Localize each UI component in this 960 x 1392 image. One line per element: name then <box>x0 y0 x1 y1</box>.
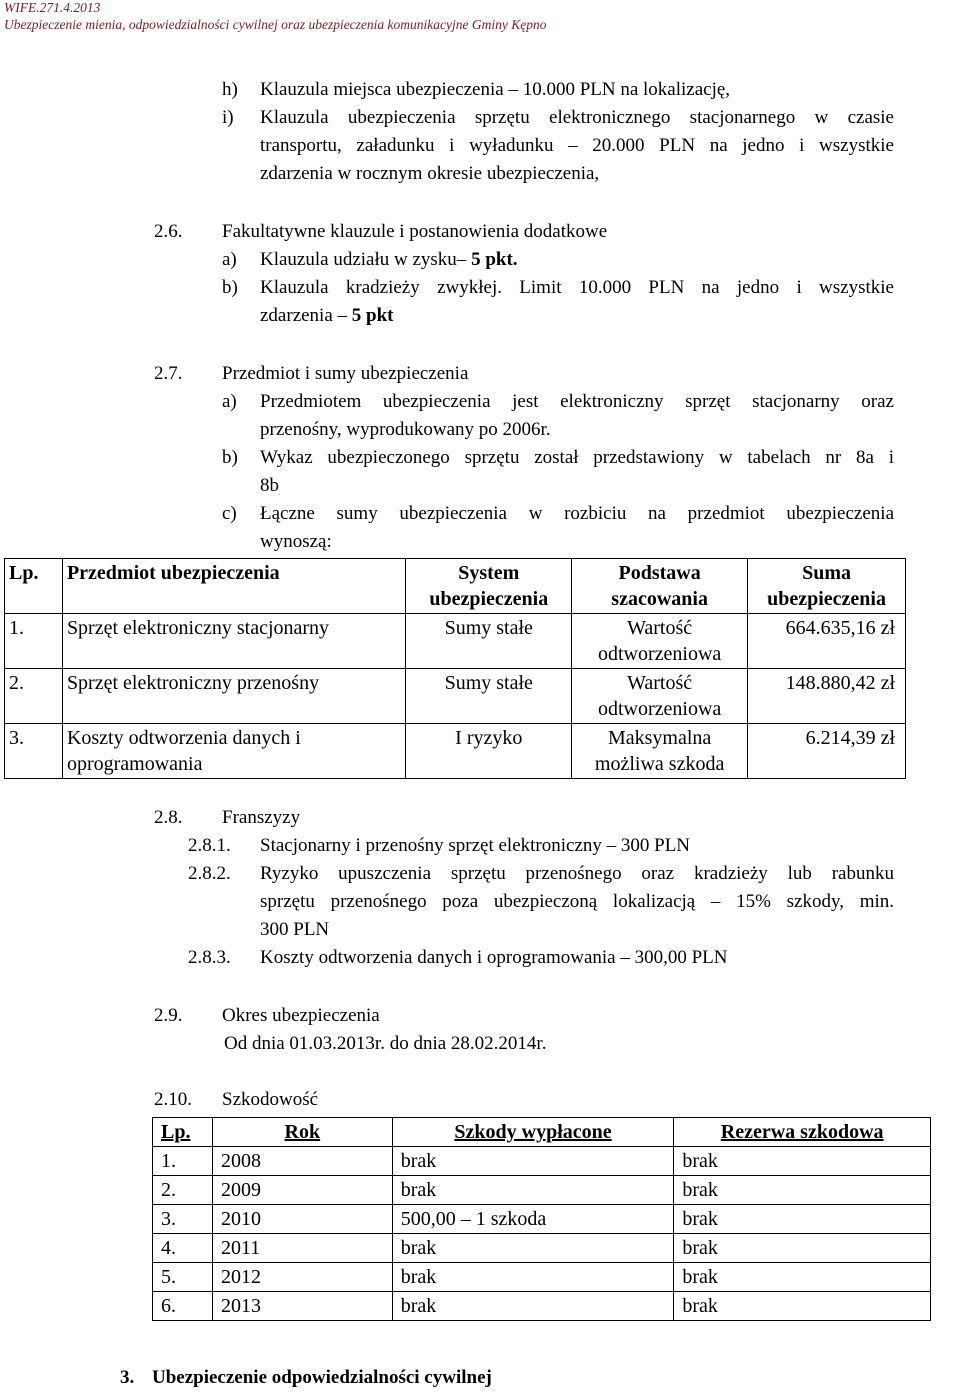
document-ref: WIFE.271.4.2013 <box>4 0 101 15</box>
header-sum: Suma ubezpieczenia <box>748 559 906 614</box>
s28-2-line3: 300 PLN <box>260 919 330 940</box>
sums-insured-table <box>4 558 906 779</box>
cell-claims-paid: brak <box>392 1263 674 1292</box>
s28-2-line2: sprzętu przenośnego poza ubezpieczoną lokalizacją – 15% szkody, min. <box>260 891 894 912</box>
cell-year: 2013 <box>212 1292 392 1321</box>
section-2-7-number: 2.7. <box>154 363 183 384</box>
cell-subject: Sprzęt elektroniczny stacjonarny <box>62 614 405 669</box>
s28-3-number: 2.8.3. <box>188 947 231 968</box>
section-2-9-number: 2.9. <box>154 1005 183 1026</box>
cell-lp: 1. <box>5 614 63 669</box>
s28-3-text: Koszty odtworzenia danych i oprogramowania – 300,00 PLN <box>260 947 728 968</box>
cell-lp: 2. <box>5 669 63 724</box>
table-row <box>153 1176 931 1205</box>
s27-b-label: b) <box>222 447 238 468</box>
item-i-line3: zdarzenia w rocznym okresie ubezpieczenia, <box>260 163 600 184</box>
document-subtitle: Ubezpieczenie mienia, odpowiedzialności cywilnej oraz ubezpieczenia komunikacyjne Gminy Kępno <box>4 17 547 32</box>
s28-2-line1: Ryzyko upuszczenia sprzętu przenośnego oraz kradzieży lub rabunku <box>260 863 894 884</box>
cell-reserve: brak <box>674 1147 931 1176</box>
cell-sum: 148.880,42 zł <box>748 669 906 724</box>
table-row <box>5 669 906 724</box>
s27-a-line1: Przedmiotem ubezpieczenia jest elektroniczny sprzęt stacjonarny oraz <box>260 391 894 412</box>
s26-b-line1: Klauzula kradzieży zwykłej. Limit 10.000 PLN na jedno i wszystkie <box>260 277 894 298</box>
header-year: Rok <box>212 1118 392 1147</box>
cell-year: 2010 <box>212 1205 392 1234</box>
item-i-line2: transportu, załadunku i wyładunku – 20.000 PLN na jedno i wszystkie <box>260 135 894 156</box>
cell-system: I ryzyko <box>406 724 572 779</box>
s26-b-line2: zdarzenia – 5 pkt <box>260 305 394 326</box>
cell-reserve: brak <box>674 1263 931 1292</box>
section-2-10-number: 2.10. <box>154 1089 192 1110</box>
section-2-6-title: Fakultatywne klauzule i postanowienia dodatkowe <box>222 221 608 242</box>
table-row <box>153 1292 931 1321</box>
table-header-row <box>5 559 906 614</box>
cell-year: 2009 <box>212 1176 392 1205</box>
cell-lp: 6. <box>153 1292 213 1321</box>
s27-c-line2: wynoszą: <box>260 531 332 552</box>
s29-period: Od dnia 01.03.2013r. do dnia 28.02.2014r. <box>224 1033 547 1054</box>
table-row <box>153 1147 931 1176</box>
cell-system: Sumy stałe <box>406 669 572 724</box>
cell-reserve: brak <box>674 1205 931 1234</box>
section-2-7-title: Przedmiot i sumy ubezpieczenia <box>222 363 469 384</box>
cell-lp: 4. <box>153 1234 213 1263</box>
cell-lp: 2. <box>153 1176 213 1205</box>
section-3-title: Ubezpieczenie odpowiedzialności cywilnej <box>152 1367 492 1388</box>
item-h-label: h) <box>222 79 238 100</box>
s28-2-number: 2.8.2. <box>188 863 231 884</box>
header-basis: Podstawa szacowania <box>572 559 748 614</box>
header-lp: Lp. <box>5 559 63 614</box>
section-2-6-number: 2.6. <box>154 221 183 242</box>
cell-sum: 664.635,16 zł <box>748 614 906 669</box>
cell-lp: 3. <box>5 724 63 779</box>
cell-reserve: brak <box>674 1176 931 1205</box>
table-row <box>5 614 906 669</box>
section-2-10-title: Szkodowość <box>222 1089 319 1110</box>
cell-claims-paid: brak <box>392 1292 674 1321</box>
s27-b-line2: 8b <box>260 475 279 496</box>
section-2-9-title: Okres ubezpieczenia <box>222 1005 380 1026</box>
header-reserve: Rezerwa szkodowa <box>674 1118 931 1147</box>
s26-b-label: b) <box>222 277 238 298</box>
cell-reserve: brak <box>674 1234 931 1263</box>
s27-a-label: a) <box>222 391 237 412</box>
cell-lp: 5. <box>153 1263 213 1292</box>
table-row <box>5 724 906 779</box>
section-2-8-number: 2.8. <box>154 807 183 828</box>
header-lp: Lp. <box>153 1118 213 1147</box>
item-i-line1: Klauzula ubezpieczenia sprzętu elektronicznego stacjonarnego w czasie <box>260 107 894 128</box>
cell-claims-paid: brak <box>392 1176 674 1205</box>
loss-history-table <box>152 1117 931 1321</box>
header-subject: Przedmiot ubezpieczenia <box>62 559 405 614</box>
s27-a-line2: przenośny, wyprodukowany po 2006r. <box>260 419 551 440</box>
s28-1-text: Stacjonarny i przenośny sprzęt elektroniczny – 300 PLN <box>260 835 691 856</box>
header-system: System ubezpieczenia <box>406 559 572 614</box>
header-claims-paid: Szkody wypłacone <box>392 1118 674 1147</box>
item-h-text: Klauzula miejsca ubezpieczenia – 10.000 PLN na lokalizację, <box>260 79 731 100</box>
s27-b-line1: Wykaz ubezpieczonego sprzętu został przedstawiony w tabelach nr 8a i <box>260 447 894 468</box>
s26-a-label: a) <box>222 249 237 270</box>
table-row <box>153 1234 931 1263</box>
section-2-8-title: Franszyzy <box>222 807 301 828</box>
s27-c-line1: Łączne sumy ubezpieczenia w rozbiciu na przedmiot ubezpieczenia <box>260 503 894 524</box>
cell-claims-paid: brak <box>392 1234 674 1263</box>
s28-1-number: 2.8.1. <box>188 835 231 856</box>
cell-lp: 1. <box>153 1147 213 1176</box>
table-header-row <box>153 1118 931 1147</box>
cell-subject: Sprzęt elektroniczny przenośny <box>62 669 405 724</box>
cell-claims-paid: brak <box>392 1147 674 1176</box>
cell-lp: 3. <box>153 1205 213 1234</box>
s27-c-label: c) <box>222 503 237 524</box>
table-row <box>153 1205 931 1234</box>
cell-basis: Wartość odtworzeniowa <box>572 669 748 724</box>
cell-year: 2008 <box>212 1147 392 1176</box>
cell-reserve: brak <box>674 1292 931 1321</box>
s26-a-text: Klauzula udziału w zysku– 5 pkt. <box>260 249 518 270</box>
section-3-number: 3. <box>120 1367 135 1388</box>
cell-year: 2012 <box>212 1263 392 1292</box>
cell-claims-paid: 500,00 – 1 szkoda <box>392 1205 674 1234</box>
cell-system: Sumy stałe <box>406 614 572 669</box>
table-row <box>153 1263 931 1292</box>
cell-year: 2011 <box>212 1234 392 1263</box>
cell-subject: Koszty odtworzenia danych i oprogramowania <box>62 724 405 779</box>
cell-basis: Wartość odtworzeniowa <box>572 614 748 669</box>
item-i-label: i) <box>222 107 234 128</box>
cell-sum: 6.214,39 zł <box>748 724 906 779</box>
cell-basis: Maksymalna możliwa szkoda <box>572 724 748 779</box>
